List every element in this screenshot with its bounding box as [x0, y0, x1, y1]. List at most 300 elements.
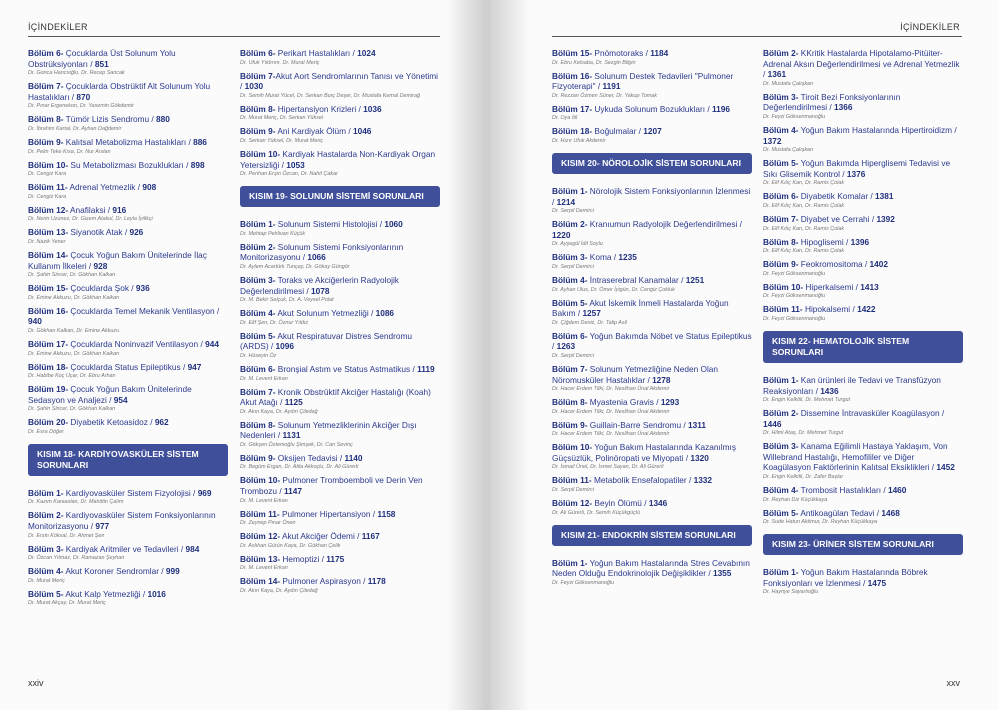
chapter-number: Bölüm 7- — [240, 386, 276, 397]
entry-title — [763, 191, 963, 202]
chapter-number: Bölüm 4- — [763, 124, 799, 135]
entry-title — [28, 589, 228, 600]
page-ref: 1096 — [275, 341, 294, 352]
entry-title — [552, 298, 752, 319]
entry-authors: Dr. Gökhan Kalkan, Dr. Emine Akkuzu — [28, 327, 120, 334]
entry-authors: Dr. Elif Kılıç Kan, Dr. Ramis Çolak — [763, 202, 845, 209]
entry-title — [28, 114, 228, 125]
toc-entry — [28, 417, 228, 436]
page-ref: 1220 — [552, 229, 571, 240]
chapter-title: Kardiyovasküler Sistem Fonksiyonlarının Monitorizasyonu / — [28, 510, 216, 532]
entry-title — [240, 387, 440, 408]
entry-title — [552, 104, 752, 115]
entry-authors: Dr. Şahin Sincer, Dr. Gökhan Kalkan — [28, 272, 116, 279]
entry-authors: Dr. Murat Meriç, Dr. Serkan Yüksel — [240, 115, 324, 122]
entry-title — [240, 149, 440, 170]
page-ref: 1140 — [344, 452, 363, 463]
chapter-title: Akut Koroner Sendromlar / — [63, 566, 166, 577]
toc-entry — [240, 554, 440, 573]
entry-title — [240, 364, 440, 375]
entry-title — [552, 364, 752, 385]
page-number-left: xxiv — [28, 678, 44, 688]
page-ref: 1086 — [375, 308, 395, 319]
page-ref: 1066 — [307, 252, 326, 263]
page-ref: 1436 — [820, 385, 839, 396]
page-ref: 1147 — [283, 486, 302, 497]
chapter-title: İntraserebral Kanamalar / — [587, 274, 686, 285]
toc-entry — [28, 205, 228, 224]
chapter-number: Bölüm 5- — [552, 297, 588, 308]
chapter-number: Bölüm 7- — [763, 213, 799, 224]
chapter-number: Bölüm 3- — [763, 91, 799, 102]
page-ref: 1131 — [282, 430, 301, 441]
entry-title — [240, 509, 440, 520]
entry-title — [240, 554, 440, 565]
chapter-title: Hemoptizi / — [280, 553, 327, 564]
chapter-number: Bölüm 9- — [28, 136, 64, 147]
entry-authors: Dr. M. Levent Erkan — [240, 375, 288, 382]
chapter-title: Diyabetik Ketoasidoz / — [68, 417, 155, 428]
chapter-title: Boğulmalar / — [592, 126, 644, 137]
entry-title — [28, 384, 228, 405]
running-head-left: İÇİNDEKİLER — [28, 22, 88, 32]
entry-authors: Dr. Feyzi Göksenmanoğlu — [763, 293, 826, 300]
chapter-title: Akut Respiratuvar Distres Sendromu (ARDS) / — [240, 330, 412, 352]
chapter-title: Solunum Sistemi Fonksiyonlarının Monitorizasyonu / — [240, 241, 404, 263]
page-ref: 1036 — [363, 103, 382, 114]
page-ref: 1361 — [767, 69, 787, 80]
chapter-number: Bölüm 11- — [28, 182, 68, 193]
toc-entry — [240, 453, 440, 472]
toc-entry — [240, 242, 440, 271]
toc-entry — [240, 48, 440, 67]
chapter-number: Bölüm 9- — [240, 126, 276, 137]
toc-entry — [763, 191, 963, 210]
entry-title — [763, 282, 963, 293]
entry-authors: Dr. Ufuk Yıldırım, Dr. Murat Meriç — [240, 59, 320, 66]
chapter-number: Bölüm 18- — [28, 361, 69, 372]
toc-entry — [240, 420, 440, 449]
page-ref: 1372 — [763, 135, 782, 146]
chapter-title: Trombosit Hastalıkları / — [798, 485, 888, 496]
chapter-number: Bölüm 4- — [552, 274, 588, 285]
entry-authors: Dr. M. Levent Erkan — [240, 565, 288, 572]
page-ref: 1381 — [875, 191, 894, 202]
entry-authors: Dr. İbrahim Kartal, Dr. Ayhan Dağdemir — [28, 125, 122, 132]
chapter-number: Bölüm 10- — [552, 442, 593, 453]
chapter-title: Solunum Yetmezliklerinin Akciğer Dışı Nedenleri / — [240, 419, 417, 441]
page-ref: 1158 — [377, 508, 396, 519]
toc-entry — [763, 125, 963, 154]
chapter-number: Bölüm 2- — [552, 219, 588, 230]
chapter-title: Dissemine İntravasküler Koagülasyon / — [798, 408, 945, 419]
toc-entry — [28, 283, 228, 302]
chapter-title: Çocuklarda Obstrüktif Alt Solunum Yolu Hastalıkları / — [28, 81, 211, 102]
chapter-number: Bölüm 10- — [763, 281, 804, 292]
page-ref: 1320 — [690, 452, 709, 463]
toc-entry — [240, 576, 440, 595]
page-ref: 1125 — [284, 397, 303, 408]
toc-column-left-1 — [28, 48, 228, 611]
running-head-right: İÇİNDEKİLER — [900, 22, 960, 32]
chapter-number: Bölüm 10- — [240, 148, 281, 159]
section-heading: KISIM 21- ENDOKRİN SİSTEM SORUNLARI — [552, 525, 752, 546]
toc-entry — [28, 544, 228, 563]
page-ref: 1355 — [712, 568, 732, 579]
entry-authors: Dr. Serpil Demirci — [552, 487, 595, 494]
toc-entry — [28, 227, 228, 246]
entry-title — [240, 242, 440, 263]
entry-authors: Dr. Pelin Teke Kısa, Dr. Nur Arslan — [28, 148, 111, 155]
page-ref: 880 — [156, 114, 170, 125]
page-ref: 1119 — [417, 363, 435, 374]
page-ref: 1278 — [652, 374, 671, 385]
section-heading: KISIM 19- SOLUNUM SİSTEMİ SORUNLARI — [240, 186, 440, 207]
page-ref: 1446 — [763, 418, 782, 429]
entry-title — [552, 252, 752, 263]
chapter-title: Yoğun Bakım Hastalarında Böbrek Fonksiyonları ve İzlenmesi / — [763, 567, 928, 588]
entry-title — [240, 531, 440, 542]
chapter-title: Pulmoner Aspirasyon / — [280, 576, 368, 587]
header-rule-left — [28, 36, 440, 37]
entry-title — [240, 71, 440, 92]
chapter-number: Bölüm 1- — [28, 487, 64, 498]
chapter-number: Bölüm 3- — [552, 252, 588, 263]
entry-authors: Dr. Hacer Erdem Tilki, Dr. Neslihan Ünal Akdemir — [552, 408, 670, 415]
chapter-number: Bölüm 6- — [240, 48, 276, 58]
page-ref: 1060 — [384, 219, 403, 230]
entry-authors: Dr. Akın Kaya, Dr. Aydın Çiledağ — [240, 588, 318, 595]
chapter-title: Siyanotik Atak / — [68, 227, 130, 238]
entry-title — [552, 275, 752, 286]
chapter-number: Bölüm 2- — [240, 241, 276, 252]
chapter-number: Bölüm 3- — [28, 543, 64, 554]
chapter-title: Antikoagülan Tedavi / — [798, 507, 882, 518]
toc-entry — [552, 420, 752, 439]
entry-title — [552, 498, 752, 509]
entry-title — [240, 475, 440, 496]
entry-authors: Dr. Çiğdem Deniz, Dr. Talip Asil — [552, 319, 627, 326]
page-ref: 1452 — [936, 462, 955, 473]
toc-entry — [28, 589, 228, 608]
chapter-title: Uykuda Solunum Bozuklukları / — [592, 103, 713, 114]
page-ref: 977 — [95, 521, 110, 532]
entry-title — [28, 160, 228, 171]
toc-entry — [552, 298, 752, 327]
chapter-title: Anafilaksi / — [68, 204, 113, 215]
entry-title — [28, 283, 228, 294]
entry-authors: Dr. Cengiz Kara — [28, 193, 67, 200]
entry-authors: Dr. Pınar Ergenekon, Dr. Yasemin Gökdemir — [28, 103, 134, 110]
toc-entry — [240, 509, 440, 528]
toc-entry — [28, 510, 228, 539]
page-ref: 1257 — [582, 308, 601, 319]
chapter-number: Bölüm 14- — [240, 576, 281, 587]
entry-title — [240, 331, 440, 352]
toc-entry — [552, 364, 752, 393]
entry-title — [28, 182, 228, 193]
toc-entry — [240, 387, 440, 416]
toc-entry — [28, 362, 228, 381]
toc-entry — [552, 558, 752, 587]
entry-title — [552, 420, 752, 431]
chapter-title: Kardiyovasküler Sistem Fizyolojisi / — [63, 487, 198, 498]
entry-authors: Dr. Gökşen Öztemoğlu Şimşek, Dr. Can Sevinç — [240, 441, 353, 448]
page-ref: 1191 — [602, 81, 621, 92]
chapter-number: Bölüm 5- — [240, 330, 276, 341]
chapter-title: Diyabet ve Cerrahi / — [798, 213, 877, 224]
entry-title — [763, 125, 963, 146]
chapter-title: Çocuklarda Üst Solunum Yolu Obstrüksiyonları / — [28, 48, 176, 69]
chapter-title: Guillain-Barre Sendromu / — [587, 419, 689, 430]
chapter-number: Bölüm 19- — [28, 384, 69, 395]
page-ref: 916 — [112, 204, 127, 215]
chapter-title: Yoğun Bakım Hastalarında Stres Cevabının Neden Olduğu Endokrinolojik Değişiklikler / — [552, 557, 750, 579]
chapter-title: Pulmoner Hipertansiyon / — [279, 508, 378, 519]
entry-authors: Dr. Elif Kılıç Kan, Dr. Ramis Çolak — [763, 180, 845, 187]
entry-authors: Dr. Özcan Yılmaz, Dr. Ramazan Şeyhan — [28, 555, 125, 562]
entry-title — [763, 508, 963, 519]
entry-authors: Dr. Serkan Yüksel, Dr. Murat Meriç — [240, 137, 324, 144]
toc-column-right-2 — [763, 48, 963, 600]
toc-column-left-2 — [240, 48, 440, 599]
entry-authors: Dr. Kazım Karaaslan, Dr. Mahittin Çalım — [28, 499, 124, 506]
toc-entry — [552, 126, 752, 145]
entry-authors: Dr. Serpil Demirci — [552, 352, 595, 359]
entry-authors: Dr. Ali Gürerli, Dr. Semih Küçükgüçlü — [552, 509, 641, 516]
chapter-number: Bölüm 16- — [28, 305, 69, 316]
chapter-title: Yoğun Bakımda Hiperglisemi Tedavisi ve Sıkı Glisemik Kontrol / — [763, 158, 951, 179]
entry-authors: Dr. Nazik Yener — [28, 238, 66, 245]
page-ref: 1214 — [556, 196, 576, 207]
chapter-title: Pulmoner Tromboemboli ve Derin Ven Trombozu / — [240, 475, 423, 497]
entry-title — [552, 71, 752, 92]
entry-authors: Dr. Feyzi Göksenmanoğlu — [552, 579, 615, 586]
entry-title — [28, 566, 228, 577]
entry-title — [240, 275, 440, 296]
entry-authors: Dr. Serpil Demirci — [552, 208, 595, 215]
page-ref: 1376 — [846, 168, 866, 179]
entry-title — [552, 442, 752, 463]
entry-title — [240, 219, 440, 230]
page-ref: 984 — [185, 543, 200, 554]
toc-entry — [28, 384, 228, 413]
toc-entry — [763, 408, 963, 437]
page-ref: 954 — [113, 394, 128, 405]
toc-entry — [28, 137, 228, 156]
chapter-number: Bölüm 10- — [240, 475, 281, 486]
entry-authors: Dr. Emine Akkuzu, Dr. Gökhan Kalkan — [28, 294, 120, 301]
toc-entry — [28, 566, 228, 585]
page-ref: 1251 — [685, 274, 705, 285]
chapter-number: Bölüm 4- — [240, 308, 276, 319]
toc-entry — [240, 71, 440, 100]
chapter-title: Hipokalsemi / — [802, 304, 858, 315]
toc-column-right-1 — [552, 48, 752, 591]
toc-entry — [763, 48, 963, 88]
entry-authors: Dr. Mehtap Pehlivan Küçük — [240, 230, 306, 237]
page-ref: 1293 — [660, 397, 680, 408]
page-ref: 1207 — [643, 126, 662, 137]
chapter-title: Feokromositoma / — [798, 259, 870, 270]
entry-authors: Dr. Murat Akçay, Dr. Murat Meriç — [28, 600, 106, 607]
chapter-number: Bölüm 13- — [28, 227, 69, 238]
entry-title — [28, 488, 228, 499]
entry-authors: Dr. Hayriye Sayarlıoğlu — [763, 589, 819, 596]
chapter-title: Hipoglisemi / — [798, 236, 851, 247]
chapter-number: Bölüm 3- — [240, 274, 276, 285]
chapter-number: Bölüm 7- — [28, 81, 64, 92]
entry-authors: Dr. Engin Kelkitli, Dr. Zafer Başlar — [763, 474, 844, 481]
chapter-number: Bölüm 8- — [240, 103, 276, 114]
entry-title — [28, 48, 228, 69]
chapter-number: Bölüm 7- — [552, 363, 588, 374]
entry-authors: Dr. M. Bekir Selçuk, Dr. A. Veysel Polat — [240, 297, 334, 304]
entry-authors: Dr. Mustafa Çalışkan — [763, 147, 814, 154]
page-ref: 936 — [135, 283, 150, 294]
page-ref: 944 — [205, 338, 219, 349]
page-ref: 1078 — [311, 285, 330, 296]
chapter-number: Bölüm 14- — [28, 249, 69, 260]
toc-entry — [240, 104, 440, 123]
chapter-number: Bölüm 11- — [552, 475, 592, 486]
page-ref: 1167 — [361, 531, 380, 542]
entry-authors: Dr. Semih Murat Yücel, Dr. Serkan Burç Deşer, Dr. Mustafa Kemal Demirağ — [240, 92, 420, 99]
chapter-title: Koma / — [587, 252, 619, 263]
entry-title — [763, 48, 963, 80]
entry-title — [763, 92, 963, 113]
page-ref: 1422 — [857, 304, 876, 315]
chapter-title: Diyabetik Komalar / — [798, 191, 876, 202]
chapter-title: Çocuk Yoğun Bakım Ünitelerinde Sedasyon ve Analjezi / — [28, 384, 192, 405]
entry-title — [240, 126, 440, 137]
entry-authors: Dr. Emine Akkuzu, Dr. Gökhan Kalkan — [28, 350, 120, 357]
chapter-title: Akut Kalp Yetmezliği / — [63, 588, 148, 599]
entry-title — [763, 408, 963, 429]
entry-title — [552, 126, 752, 137]
page-ref: 1346 — [648, 498, 668, 509]
chapter-number: Bölüm 7- — [240, 70, 276, 81]
toc-entry — [763, 508, 963, 527]
toc-entry — [763, 304, 963, 323]
toc-entry — [28, 182, 228, 201]
toc-entry — [763, 92, 963, 121]
entry-authors: Dr. Gonca Hancıoğlu, Dr. Recep Sancak — [28, 70, 125, 77]
chapter-number: Bölüm 9- — [552, 419, 588, 430]
entry-title — [763, 441, 963, 473]
entry-title — [552, 397, 752, 408]
toc-entry — [552, 275, 752, 294]
chapter-number: Bölüm 8- — [240, 419, 276, 430]
chapter-number: Bölüm 9- — [763, 259, 799, 270]
page-ref: 962 — [154, 417, 169, 428]
entry-authors: Dr. Sude Hatun Aktimur, Dr. Reyhan Küçükkaya — [763, 519, 878, 526]
chapter-number: Bölüm 5- — [763, 507, 799, 518]
chapter-number: Bölüm 8- — [28, 114, 64, 125]
page-ref: 940 — [28, 316, 42, 327]
entry-title — [552, 48, 752, 59]
chapter-number: Bölüm 17- — [552, 103, 593, 114]
chapter-number: Bölüm 8- — [763, 236, 799, 247]
page-number-right: xxv — [946, 678, 960, 688]
chapter-title: Akut Solunum Yetmezliği / — [275, 308, 376, 319]
entry-authors: Dr. Esra Döğer — [28, 428, 64, 435]
entry-authors: Dr. Hacer Erdem Tilki, Dr. Neslihan Ünal Akdemir — [552, 386, 670, 393]
toc-entry — [763, 282, 963, 301]
toc-entry — [240, 308, 440, 327]
page-ref: 1235 — [618, 252, 637, 263]
toc-entry — [763, 158, 963, 187]
page-ref: 1332 — [693, 475, 713, 486]
entry-title — [552, 475, 752, 486]
entry-authors: Dr. Nerin Uzunez, Dr. Gizem Atakul, Dr. Leyla İyilikçi — [28, 216, 153, 223]
page-ref: 908 — [142, 182, 157, 193]
toc-entry — [28, 114, 228, 133]
entry-title — [763, 485, 963, 496]
entry-authors: Dr. Reyhan Diz Küçükkaya — [763, 496, 828, 503]
left-page — [0, 0, 486, 710]
chapter-title: Çocuk Yoğun Bakım Ünitelerinde İlaç Kullanım İlkeleri / — [28, 249, 207, 271]
page-ref: 1024 — [357, 48, 376, 58]
entry-authors: Dr. Aslıhan Gürün Kaya, Dr. Gökhan Çelik — [240, 542, 341, 549]
chapter-number: Bölüm 6- — [763, 191, 799, 202]
entry-authors: Dr. Begüm Ergan, Dr. Atila Akkoçlu, Dr. Ali Gürerli — [240, 464, 359, 471]
entry-authors: Dr. Ayşegül İdil Soylu — [552, 241, 603, 248]
page-ref: 1460 — [887, 485, 907, 496]
entry-authors: Dr. Elif Kılıç Kan, Dr. Ramis Çolak — [763, 248, 845, 255]
entry-authors: Dr. Murat Meriç — [28, 577, 65, 584]
page-ref: 870 — [76, 91, 91, 102]
entry-title — [763, 237, 963, 248]
page-ref: 1413 — [860, 281, 879, 292]
toc-entry — [552, 475, 752, 494]
entry-authors: Dr. Serpil Demirci — [552, 263, 595, 270]
toc-entry — [28, 488, 228, 507]
entry-title — [763, 214, 963, 225]
page-ref: 1392 — [876, 213, 895, 224]
entry-title — [28, 362, 228, 373]
entry-authors: Dr. Oya İtil — [552, 115, 578, 122]
chapter-title: Çocuklarda Şok / — [68, 283, 136, 294]
chapter-title: Kalıtsal Metabolizma Hastalıkları / — [63, 136, 194, 147]
entry-title — [240, 420, 440, 441]
toc-entry — [763, 485, 963, 504]
page-ref: 886 — [193, 136, 207, 147]
chapter-number: Bölüm 1- — [240, 219, 276, 230]
chapter-title: Hiperkalsemi / — [803, 281, 861, 292]
chapter-title: Solunum Destek Tedavileri "Pulmoner Fizyoterapi" / — [552, 70, 734, 92]
spine-shadow — [446, 0, 486, 710]
toc-entry — [240, 275, 440, 304]
right-page — [490, 0, 998, 710]
page-ref: 1016 — [147, 588, 166, 599]
page-ref: 1263 — [556, 341, 576, 352]
chapter-number: Bölüm 2- — [763, 48, 799, 58]
entry-authors: Dr. Elif Şen, Dr. Öznur Yıldız — [240, 319, 309, 326]
toc-entry — [552, 48, 752, 67]
page-ref: 1030 — [244, 81, 264, 92]
header-rule-right — [552, 36, 962, 37]
chapter-number: Bölüm 1- — [763, 567, 799, 578]
chapter-title: Pnömotoraks / — [592, 48, 651, 58]
chapter-title: Solunum Yetmezliğine Neden Olan Nöromusküler Hastalıklar / — [552, 363, 719, 385]
toc-entry — [240, 126, 440, 145]
entry-title — [28, 137, 228, 148]
page-ref: 1468 — [881, 507, 900, 518]
chapter-number: Bölüm 15- — [28, 283, 69, 294]
entry-authors: Dr. Elif Kılıç Kan, Dr. Ramis Çolak — [763, 225, 845, 232]
entry-title — [28, 81, 228, 102]
